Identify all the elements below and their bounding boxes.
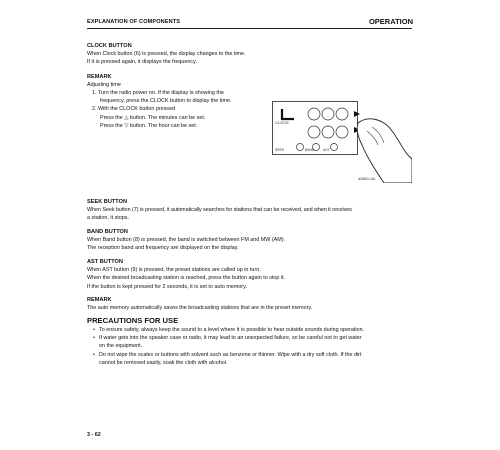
adjust-step: 1. Turn the radio power on. If the display is showing the bbox=[92, 90, 224, 97]
clock-section bbox=[87, 42, 272, 130]
band-section bbox=[87, 228, 413, 253]
precaution-line: If water gets into the speaker case or radio, it may lead to an unexpected failure, so be careful not to get water bbox=[99, 335, 362, 342]
page-number: 3 - 62 bbox=[87, 432, 101, 438]
adjust-step: frequency, press the CLOCK button to display the time. bbox=[100, 98, 232, 105]
precaution-item bbox=[87, 326, 413, 334]
seek-key-label: SEEK bbox=[275, 148, 285, 152]
seek-line: When Seek button (7) is pressed, it automatically searches for stations that can be received, and when it receives bbox=[87, 207, 352, 214]
seek-title: SEEK BUTTON bbox=[87, 199, 127, 205]
clock-title: CLOCK BUTTON bbox=[87, 43, 132, 49]
bullet-icon: • bbox=[93, 335, 95, 342]
precaution-line: Do not wipe the scales or buttons with solvent such as benzene or thinner. Wipe with a dry soft cloth. If the dirt bbox=[99, 351, 362, 358]
pointer-arrow-icon bbox=[354, 111, 360, 117]
bullet-icon: • bbox=[93, 351, 95, 358]
adjust-step: Press the △ button. The minutes can be set. bbox=[100, 114, 206, 121]
remark-line: The auto memory automatically saves the broadcasting stations that are in the preset memory. bbox=[87, 305, 313, 312]
adjust-step: 2. With the CLOCK button pressed bbox=[92, 106, 175, 113]
seek-section bbox=[87, 198, 413, 223]
precaution-line: To ensure safety, always keep the sound to a level where it is possible to hear outside sounds during operation. bbox=[99, 327, 365, 333]
seek-line: a station, it stops. bbox=[87, 215, 129, 222]
band-title: BAND BUTTON bbox=[87, 229, 128, 235]
clock-line: When Clock button (6) is pressed, the display changes to the time. bbox=[87, 51, 246, 58]
section-header-left: EXPLANATION OF COMPONENTS bbox=[87, 19, 181, 25]
precautions-title: PRECAUTIONS FOR USE bbox=[87, 316, 179, 325]
precaution-item bbox=[87, 351, 413, 367]
header-rule bbox=[87, 28, 412, 29]
figure-caption: 42860-1Al bbox=[358, 177, 376, 181]
adjust-step: Press the ▽ button. The hour can be set. bbox=[100, 122, 198, 129]
bullet-icon: • bbox=[93, 327, 95, 333]
ast-section bbox=[87, 258, 413, 291]
radio-panel-illustration bbox=[272, 101, 412, 183]
precaution-line: on the equipment. bbox=[99, 343, 143, 350]
precaution-line: cannot be removed easily, soak the cloth with alcohol. bbox=[99, 359, 228, 366]
clock-line: If it is pressed again, it displays the frequency. bbox=[87, 59, 197, 66]
ast-key-label: AST bbox=[323, 148, 330, 152]
ast-line: If the button is kept pressed for 2 seconds, it is set to auto memory. bbox=[87, 283, 247, 290]
ast-line: When the desired broadcasting station is reached, press the button again to stop it. bbox=[87, 275, 286, 282]
ast-line: When AST button (9) is pressed, the preset stations are called up in turn. bbox=[87, 267, 261, 274]
ast-title: AST BUTTON bbox=[87, 259, 123, 265]
section-header-right: OPERATION bbox=[368, 17, 413, 26]
band-line: The reception band and frequency are displayed on the display. bbox=[87, 245, 239, 252]
band-key-label: BAND bbox=[305, 148, 315, 152]
hand-icon bbox=[357, 119, 412, 183]
clock-remark-title: REMARK bbox=[87, 73, 112, 80]
band-line: When Band button (8) is pressed, the band is switched between FM and MW (AM). bbox=[87, 237, 286, 244]
auto-memory-remark bbox=[87, 296, 413, 312]
precautions-section bbox=[87, 316, 413, 367]
remark-title: REMARK bbox=[87, 297, 112, 303]
adjusting-time-title: Adjusting time bbox=[87, 81, 121, 88]
precaution-item bbox=[87, 334, 413, 350]
clock-key-label: CLOCK bbox=[275, 120, 289, 125]
